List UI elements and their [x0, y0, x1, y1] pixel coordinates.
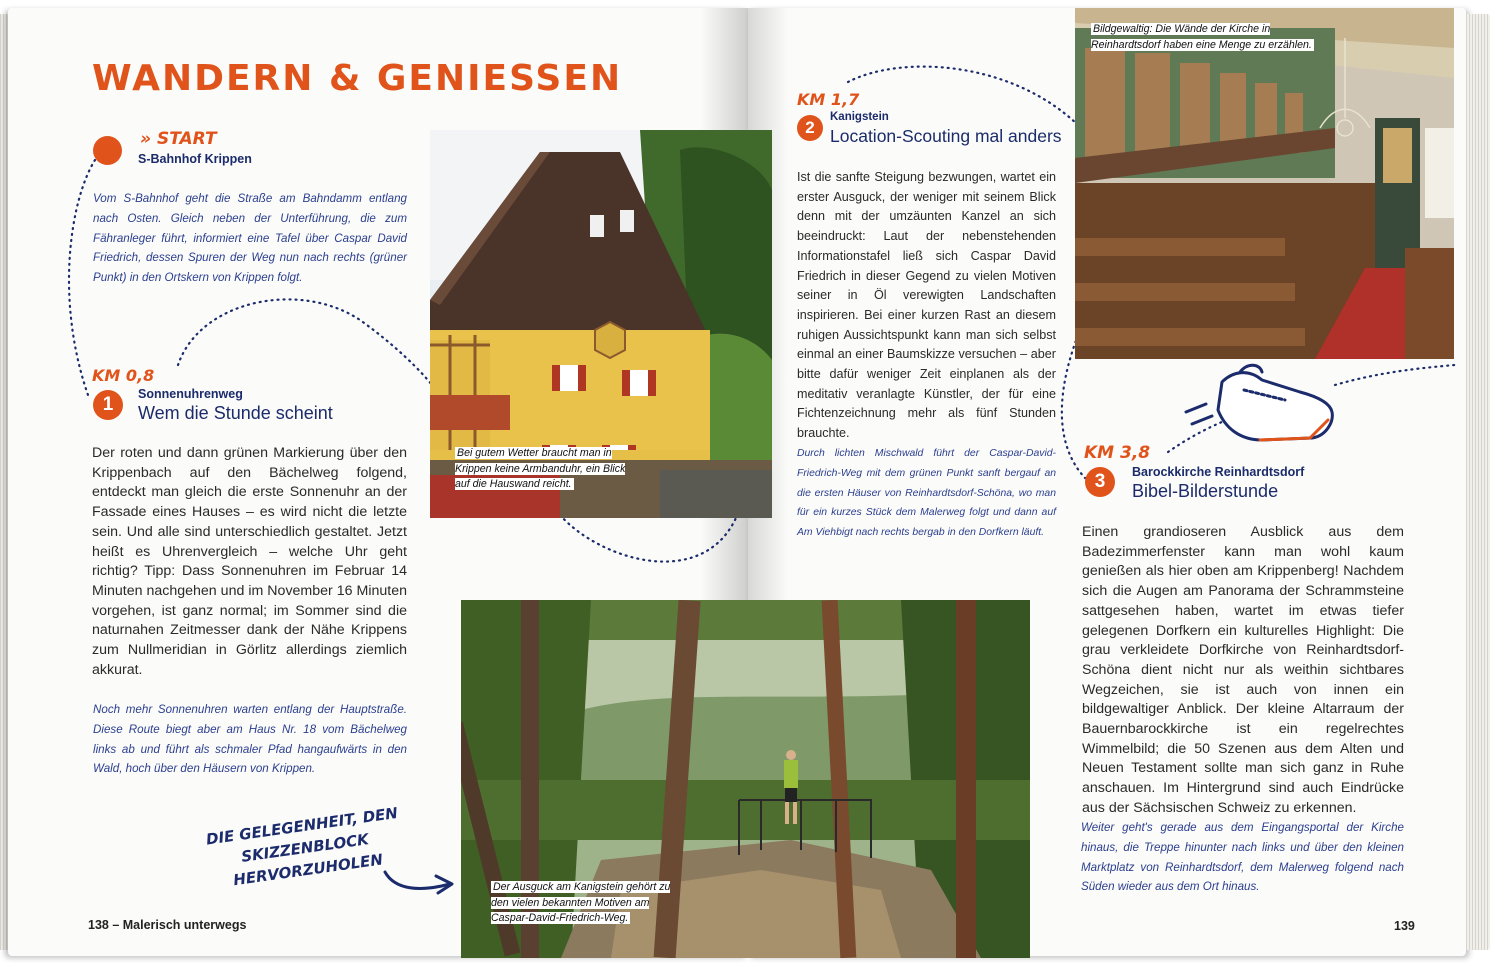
stop1-number: 1 — [93, 390, 123, 420]
stop3-km: KM 3,8 — [1084, 443, 1151, 463]
stop1-text: Der roten und dann grünen Markierung über den Krippenbach auf den Bächelweg folgend, entdeckt man gleich die erste Sonnenuhr an der Fassade eines Hauses – es wird nicht die letzte sein. Und alle sind unterschiedlich gestaltet. Jetzt heißt es Uhrenvergleich – welche Uhr geht richtig? Tipp: Dass Sonnenuhren im Februar 14 Minuten nachgehen und im November 16 Minuten vorgehen, ist ganz normal; im Sommer sind die naturnahen Zeitmesser dank der Nähe Krippens zum Nullmeridian in Görlitz allerdings ziemlich akkurat. — [92, 445, 407, 678]
stop3-place: Barockkirche Reinhardtsdorf — [1132, 465, 1305, 479]
stop1-heading: Wem die Stunde scheint — [138, 403, 333, 423]
stop2-heading: Location-Scouting mal anders — [830, 126, 1062, 146]
left-folio: 138 – Malerisch unterwegs — [88, 918, 247, 932]
house-photo-caption: Bei gutem Wetter braucht man in Krippen keine Armbanduhr, ein Blick auf die Hauswand reicht. — [455, 447, 626, 490]
stop1-km: KM 0,8 — [92, 366, 155, 385]
photo-church-interior — [1075, 8, 1454, 359]
stop2-place: Kanigstein — [830, 111, 889, 123]
stop1-place: Sonnenuhrenweg — [138, 387, 243, 401]
start-dot — [93, 136, 122, 165]
stop3-note: Weiter geht's gerade aus dem Eingangsportal der Kirche hinaus, die Treppe hinunter nach links und über den kleinen Marktplatz von Reinhardtsdorf, dem Malerweg folgend nach Süden wieder aus dem Ort hinaus. — [1081, 821, 1404, 894]
stop3-heading: Bibel-Bilderstunde — [1132, 481, 1279, 501]
sketchbook-handnote: DIE GELEGENHEIT, DEN SKIZZENBLOCK HERVORZUHOLEN — [204, 803, 399, 890]
stop2-km: KM 1,7 — [797, 90, 860, 109]
stop1-note: Noch mehr Sonnenuhren warten entlang der Hauptstraße. Diese Route biegt aber am Haus Nr. 18 vom Bächelweg links ab und führt als schmaler Pfad hangaufwärts in den Wald, hoch über den Häusern von Krippen. — [93, 703, 407, 776]
stop2-note: Durch lichten Mischwald führt der Caspar-David-Friedrich-Weg mit dem grünen Punkt sanft bergauf an die ersten Häuser von Reinhardtsdorf-Schöna, wo man für ein kurzes Stück dem Malerweg folgt und dann auf Am Viehbigt nach rechts bergab in den Dorfkern läuft. — [797, 448, 1056, 539]
start-label: » START — [140, 129, 217, 149]
start-place: S-Bahnhof Krippen — [138, 152, 252, 166]
church-photo-caption: Bildgewaltig: Die Wände der Kirche in Reinhardtsdorf haben eine Menge zu erzählen. — [1091, 23, 1312, 51]
right-folio: 139 — [1394, 919, 1415, 933]
stop2-number: 2 — [797, 115, 823, 141]
stop3-number: 3 — [1085, 467, 1115, 497]
start-text: Vom S-Bahnhof geht die Straße am Bahndamm entlang nach Osten. Gleich neben der Unterführung, die zum Fähranleger führt, informiert eine Tafel über Caspar David Friedrich, dessen Spuren der Weg nun nach rechts (grüner Punkt) in den Ortskern von Krippen folgt. — [93, 192, 407, 285]
stop2-text: Ist die sanfte Steigung bezwungen, wartet ein erster Ausguck, der weniger mit seinem Blick denn mit der umzäunten Kanzel an sich beeindruckt: Laut der nebenstehenden Informationstafel ließ sich Caspar David Friedrich in dieser Gegend zu vielen Motiven seiner in Öl verewigten Landschaften inspirieren. Bei einer kurzen Rast an diesem ruhigen Aussichtspunkt kann man sich selbst einmal an einer Baumskizze versuchen – aber bitte dafür weniger Zeit einplanen als der meditativ veranlagte Künstler, der für eine Fichtenzeichnung mehr als fünf Stunden brauchte. — [797, 170, 1056, 441]
page-title: WANDERN & GENIESSEN — [92, 58, 623, 99]
stop3-text: Einen grandioseren Ausblick aus dem Badezimmerfenster kann man wohl kaum genießen als hier oben am Krippenberg! Nachdem sich die Augen am Panorama der Schrammsteine sattgesehen haben, wartet im etwas tiefer gelegenen Dorfkern ein kulturelles Highlight: Die grau verkleidete Dorfkirche von Reinhardtsdorf-Schöna dient nicht nur als weithin sichtbares Wegzeichen, sie ist auch von innen ein bildgewaltiger Anblick. Der kleine Altarraum der Bauernbarockkirche ist ein regelrechtes Wimmelbild; die 50 Szenen aus dem Alten und Neuen Testament sollte man sich ganz in Ruhe anschauen. Im Hintergrund sind auch Eindrücke aus der Sächsischen Schweiz zu erkennen. — [1082, 524, 1404, 816]
forest-photo-caption: Der Ausguck am Kanigstein gehört zu den vielen bekannten Motiven am Caspar-David-Friedrich-Weg. — [491, 881, 671, 924]
